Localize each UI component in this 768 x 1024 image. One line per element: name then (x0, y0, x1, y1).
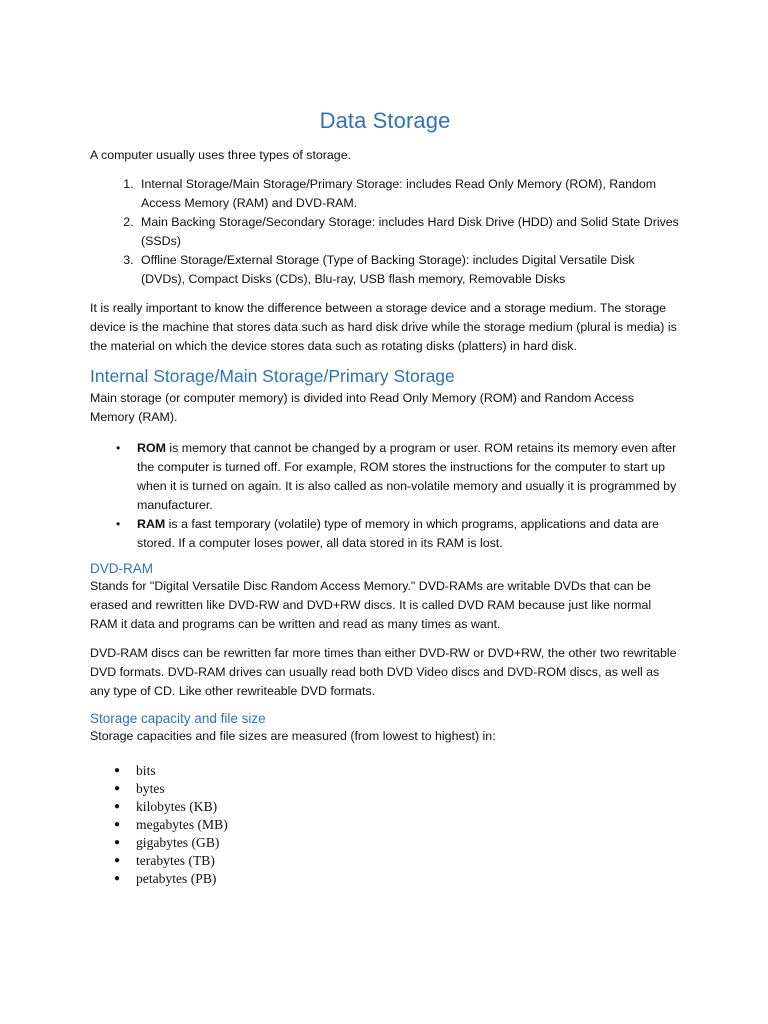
list-item (90, 762, 680, 780)
bullet-icon: ● (114, 819, 121, 830)
capacity-heading: Storage capacity and file size (90, 711, 266, 726)
storage-type-item: 2. Main Backing Storage/Secondary Storage: includes Hard Disk Drive (HDD) and Solid State Drives (SSDs) (137, 213, 680, 251)
list-item (90, 870, 680, 888)
unit-label: bytes (136, 781, 165, 796)
bullet-icon: ● (114, 801, 121, 812)
unit-label: kilobytes (KB) (136, 799, 218, 814)
intro-paragraph: A computer usually uses three types of storage. (90, 148, 352, 162)
document-page (90, 108, 680, 888)
device-vs-medium-paragraph: It is really important to know the difference between a storage device and a storage medium. The storage device is the machine that stores data such as hard disk drive while the storage medium (plural is media) is the material on which the device stores data such as rotating disks (platters) in hard disk. (90, 301, 677, 353)
bullet-icon: ● (114, 837, 121, 848)
term-ram: RAM (137, 517, 166, 531)
storage-types-list (90, 175, 680, 289)
unit-label: petabytes (PB) (136, 871, 217, 886)
dvd-ram-paragraph-1: Stands for "Digital Versatile Disc Random Access Memory." DVD-RAMs are writable DVDs that can be erased and rewritten like DVD-RW and DVD+RW discs. It is called DVD RAM because just like normal RAM it data and programs can be written and read as many times as want. (90, 579, 652, 631)
list-item (90, 439, 680, 515)
dvd-ram-paragraph-2: DVD-RAM discs can be rewritten far more times than either DVD-RW or DVD+RW, the other two rewritable DVD formats. DVD-RAM drives can usually read both DVD Video discs and DVD-ROM discs, as well as any type of CD. Like other rewriteable DVD formats. (90, 646, 677, 698)
list-item (90, 834, 680, 852)
bullet-icon: ● (114, 873, 121, 884)
bullet-icon: ● (114, 765, 121, 776)
bullet-icon: • (116, 441, 121, 455)
page-title: Data Storage (319, 108, 451, 133)
capacity-intro: Storage capacities and file sizes are measured (from lowest to highest) in: (90, 729, 496, 743)
capacity-units-list (90, 762, 680, 888)
unit-label: bits (136, 763, 156, 778)
list-item (90, 852, 680, 870)
bullet-icon: ● (114, 783, 121, 794)
memory-types-list (90, 439, 680, 553)
unit-label: megabytes (MB) (136, 817, 228, 832)
list-item (90, 816, 680, 834)
list-item (90, 515, 680, 553)
definition-rom: is memory that cannot be changed by a program or user. ROM retains its memory even after the computer is turned off. For example, ROM stores the instructions for the computer to start up when it is turned on again. It is also called as non-volatile memory and usually it is programmed by manufacturer. (137, 441, 677, 512)
storage-type-item: 3. Offline Storage/External Storage (Type of Backing Storage): includes Digital Versatile Disk (DVDs), Compact Disks (CDs), Blu-ray, USB flash memory, Removable Disks (137, 251, 680, 289)
internal-storage-intro: Main storage (or computer memory) is divided into Read Only Memory (ROM) and Random Access Memory (RAM). (90, 391, 635, 424)
unit-label: terabytes (TB) (136, 853, 215, 868)
bullet-icon: • (116, 517, 121, 531)
term-rom: ROM (137, 441, 166, 455)
storage-type-item: 1. Internal Storage/Main Storage/Primary Storage: includes Read Only Memory (ROM), Random Access Memory (RAM) and DVD-RAM. (137, 175, 680, 213)
unit-label: gigabytes (GB) (136, 835, 220, 850)
dvd-ram-heading: DVD-RAM (90, 561, 153, 576)
internal-storage-heading: Internal Storage/Main Storage/Primary Storage (90, 366, 455, 386)
list-item (90, 798, 680, 816)
list-item (90, 780, 680, 798)
bullet-icon: ● (114, 855, 121, 866)
definition-ram: is a fast temporary (volatile) type of memory in which programs, applications and data are stored. If a computer loses power, all data stored in its RAM is lost. (137, 517, 659, 550)
